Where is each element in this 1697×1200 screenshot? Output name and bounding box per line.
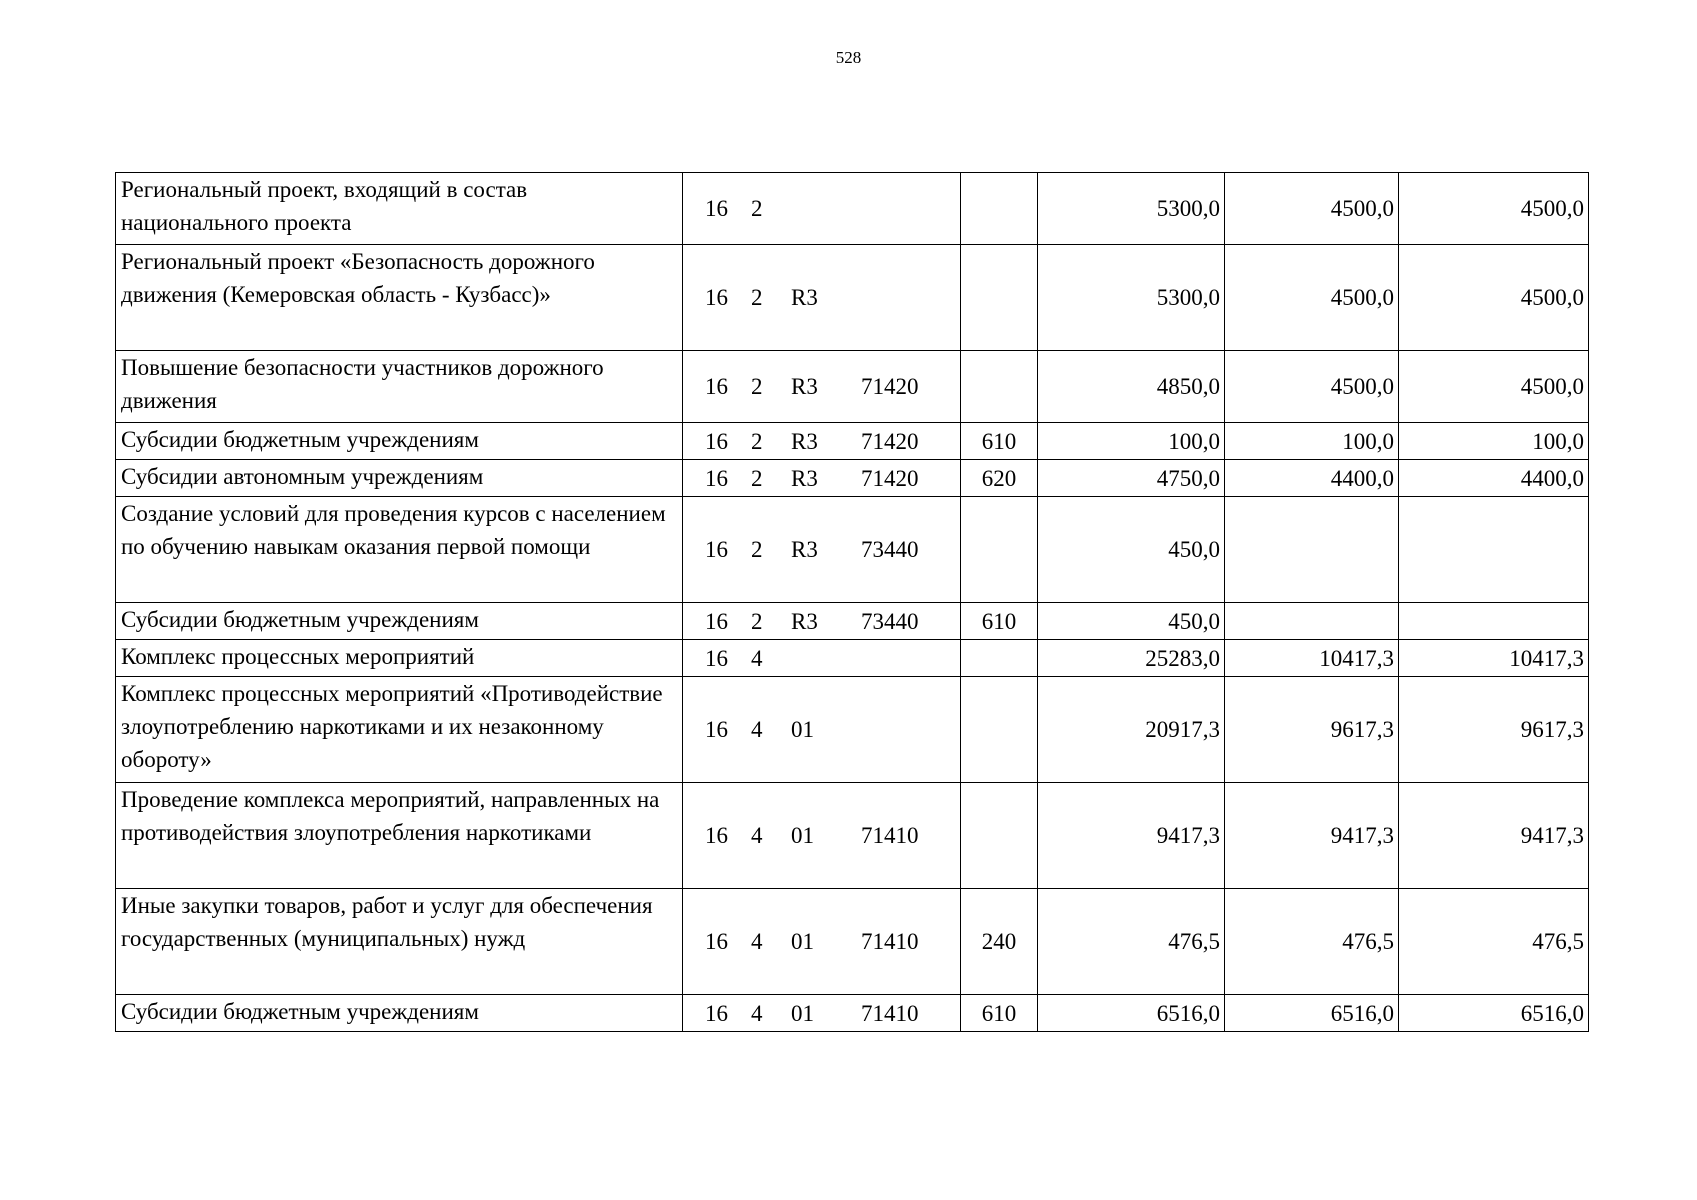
expense-type-cell [961, 173, 1038, 245]
row-name: Субсидии автономным учреждениям [116, 460, 683, 497]
row-name: Проведение комплекса мероприятий, направленных на противодействия злоупотребления наркотиками [116, 783, 683, 889]
value-cell-2: 476,5 [1225, 889, 1399, 995]
value-cell-3: 6516,0 [1399, 995, 1589, 1032]
expense-type-cell: 610 [961, 995, 1038, 1032]
table-row [116, 173, 1589, 245]
code-part-3: 01 [791, 823, 814, 848]
expense-type-cell: 610 [961, 603, 1038, 640]
program-code-cell [683, 423, 961, 460]
expense-type-cell [961, 245, 1038, 351]
value-cell-2: 4500,0 [1225, 245, 1399, 351]
value-cell-2: 4400,0 [1225, 460, 1399, 497]
program-code-cell [683, 460, 961, 497]
value-cell-1: 6516,0 [1038, 995, 1225, 1032]
value-cell-3: 9617,3 [1399, 677, 1589, 783]
program-code-cell [683, 783, 961, 889]
code-part-2: 2 [751, 374, 763, 399]
row-name: Региональный проект «Безопасность дорожного движения (Кемеровская область - Кузбасс)» [116, 245, 683, 351]
expense-type-cell: 610 [961, 423, 1038, 460]
code-part-3: R3 [791, 285, 818, 310]
value-cell-3: 9417,3 [1399, 783, 1589, 889]
code-part-2: 4 [751, 823, 763, 848]
table-row [116, 351, 1589, 423]
value-cell-3 [1399, 603, 1589, 640]
program-code-cell [683, 497, 961, 603]
code-part-1: 16 [705, 717, 728, 742]
value-cell-1: 20917,3 [1038, 677, 1225, 783]
value-cell-3: 100,0 [1399, 423, 1589, 460]
code-part-3: R3 [791, 465, 818, 491]
code-part-1: 16 [705, 428, 728, 454]
value-cell-3: 4500,0 [1399, 245, 1589, 351]
program-code-cell [683, 603, 961, 640]
code-part-1: 16 [705, 196, 728, 221]
table-row [116, 995, 1589, 1032]
table-row [116, 889, 1589, 995]
row-name: Субсидии бюджетным учреждениям [116, 995, 683, 1032]
value-cell-1: 9417,3 [1038, 783, 1225, 889]
code-part-3: 01 [791, 1000, 814, 1026]
code-part-1: 16 [705, 374, 728, 399]
value-cell-2 [1225, 497, 1399, 603]
code-part-1: 16 [705, 537, 728, 562]
code-part-4: 71420 [861, 428, 919, 454]
table-row [116, 460, 1589, 497]
code-part-1: 16 [705, 465, 728, 491]
code-part-2: 4 [751, 645, 763, 671]
code-part-1: 16 [705, 823, 728, 848]
code-part-3: 01 [791, 929, 814, 954]
value-cell-1: 476,5 [1038, 889, 1225, 995]
value-cell-3: 4400,0 [1399, 460, 1589, 497]
code-part-1: 16 [705, 608, 728, 634]
expense-type-cell: 240 [961, 889, 1038, 995]
code-part-1: 16 [705, 929, 728, 954]
program-code-cell [683, 640, 961, 677]
code-part-4: 71420 [861, 465, 919, 491]
program-code-cell [683, 889, 961, 995]
row-name: Иные закупки товаров, работ и услуг для обеспечения государственных (муниципальных) нужд [116, 889, 683, 995]
value-cell-1: 4750,0 [1038, 460, 1225, 497]
table-row [116, 603, 1589, 640]
value-cell-3: 10417,3 [1399, 640, 1589, 677]
value-cell-3: 4500,0 [1399, 173, 1589, 245]
table-row [116, 245, 1589, 351]
expense-type-cell [961, 677, 1038, 783]
row-name: Субсидии бюджетным учреждениям [116, 423, 683, 460]
program-code-cell [683, 351, 961, 423]
value-cell-3: 476,5 [1399, 889, 1589, 995]
code-part-3: R3 [791, 608, 818, 634]
value-cell-2: 9417,3 [1225, 783, 1399, 889]
table-row [116, 783, 1589, 889]
code-part-2: 4 [751, 1000, 763, 1026]
value-cell-1: 450,0 [1038, 497, 1225, 603]
program-code-cell [683, 173, 961, 245]
program-code-cell [683, 677, 961, 783]
expense-type-cell [961, 497, 1038, 603]
code-part-4: 71410 [861, 929, 919, 954]
budget-table [115, 172, 1589, 1032]
code-part-2: 2 [751, 537, 763, 562]
expense-type-cell [961, 351, 1038, 423]
value-cell-1: 5300,0 [1038, 173, 1225, 245]
value-cell-2 [1225, 603, 1399, 640]
code-part-2: 4 [751, 717, 763, 742]
value-cell-2: 4500,0 [1225, 173, 1399, 245]
code-part-4: 73440 [861, 537, 919, 562]
row-name: Комплекс процессных мероприятий «Противодействие злоупотреблению наркотиками и их незаконному обороту» [116, 677, 683, 783]
value-cell-2: 100,0 [1225, 423, 1399, 460]
value-cell-2: 6516,0 [1225, 995, 1399, 1032]
expense-type-cell [961, 783, 1038, 889]
value-cell-2: 10417,3 [1225, 640, 1399, 677]
code-part-4: 71410 [861, 823, 919, 848]
value-cell-3 [1399, 497, 1589, 603]
expense-type-cell: 620 [961, 460, 1038, 497]
value-cell-1: 4850,0 [1038, 351, 1225, 423]
value-cell-1: 25283,0 [1038, 640, 1225, 677]
code-part-2: 2 [751, 196, 763, 221]
code-part-2: 4 [751, 929, 763, 954]
code-part-3: R3 [791, 537, 818, 562]
value-cell-2: 9617,3 [1225, 677, 1399, 783]
page-number: 528 [835, 48, 862, 67]
value-cell-1: 450,0 [1038, 603, 1225, 640]
expense-type-cell [961, 640, 1038, 677]
code-part-3: 01 [791, 717, 814, 742]
row-name: Повышение безопасности участников дорожного движения [116, 351, 683, 423]
program-code-cell [683, 995, 961, 1032]
row-name: Субсидии бюджетным учреждениям [116, 603, 683, 640]
code-part-3: R3 [791, 374, 818, 399]
table-row [116, 677, 1589, 783]
code-part-3: R3 [791, 428, 818, 454]
row-name: Создание условий для проведения курсов с населением по обучению навыкам оказания первой помощи [116, 497, 683, 603]
table-row [116, 640, 1589, 677]
value-cell-3: 4500,0 [1399, 351, 1589, 423]
code-part-4: 71410 [861, 1000, 919, 1026]
code-part-4: 73440 [861, 608, 919, 634]
program-code-cell [683, 245, 961, 351]
code-part-1: 16 [705, 1000, 728, 1026]
code-part-2: 2 [751, 285, 763, 310]
row-name: Комплекс процессных мероприятий [116, 640, 683, 677]
table-row [116, 423, 1589, 460]
value-cell-2: 4500,0 [1225, 351, 1399, 423]
code-part-2: 2 [751, 465, 763, 491]
value-cell-1: 5300,0 [1038, 245, 1225, 351]
table-row [116, 497, 1589, 603]
value-cell-1: 100,0 [1038, 423, 1225, 460]
code-part-1: 16 [705, 285, 728, 310]
code-part-4: 71420 [861, 374, 919, 399]
code-part-2: 2 [751, 608, 763, 634]
code-part-1: 16 [705, 645, 728, 671]
code-part-2: 2 [751, 428, 763, 454]
row-name: Региональный проект, входящий в состав национального проекта [116, 173, 683, 245]
